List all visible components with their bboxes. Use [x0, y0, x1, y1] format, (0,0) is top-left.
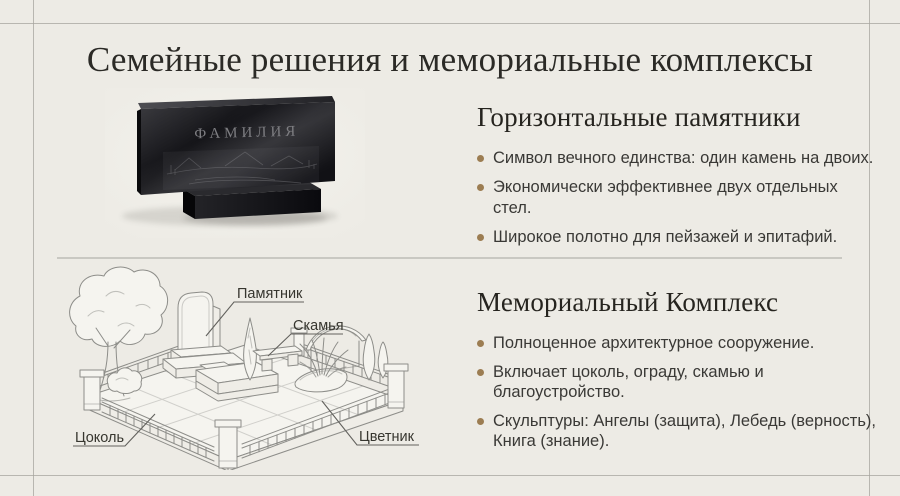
frame-line-top — [0, 23, 900, 24]
page-title: Семейные решения и мемориальные комплексы — [86, 40, 814, 79]
section-heading: Мемориальный Комплекс — [477, 287, 779, 317]
label-plinth: Цоколь — [75, 430, 125, 446]
cypress-tree-illustration — [244, 318, 257, 380]
label-flowerbed: Цветник — [359, 429, 414, 445]
bullet-item — [477, 333, 879, 353]
bullet-dot-icon — [477, 418, 484, 425]
section-divider — [57, 257, 842, 259]
bullet-text: Включает цоколь, ограду, скамью и благоустройство. — [493, 363, 764, 401]
corner-post-illustration — [384, 364, 408, 408]
bullet-dot-icon — [477, 369, 484, 376]
section-heading: Горизонтальные памятники — [477, 102, 801, 132]
corner-post-illustration — [80, 370, 104, 410]
bullet-dot-icon — [477, 234, 484, 241]
horizontal-monument-photo — [105, 88, 365, 238]
label-bench: Скамья — [293, 318, 344, 334]
bullet-dot-icon — [477, 184, 484, 191]
label-monument: Памятник — [237, 286, 303, 302]
bullet-item — [477, 177, 875, 219]
monument-slab — [137, 96, 335, 195]
bullet-item — [477, 227, 875, 248]
bullet-list — [477, 333, 879, 451]
engraving-family-name-text: ФАМИЛИЯ — [194, 123, 300, 143]
bullet-text: Скульптуры: Ангелы (защита), Лебедь (верность), Книга (знание). — [493, 412, 876, 450]
bullet-dot-icon — [477, 155, 484, 162]
bullet-list — [477, 148, 875, 248]
cypress-tree-illustration — [363, 334, 375, 380]
bush-illustration — [107, 368, 141, 394]
bullet-dot-icon — [477, 340, 484, 347]
landscape-engraving — [163, 146, 319, 190]
cypress-tree-illustration — [378, 342, 388, 378]
section-horizontal-monuments — [477, 101, 875, 256]
bullet-item — [477, 148, 875, 169]
section-memorial-complex — [477, 286, 879, 460]
bullet-text: Широкое полотно для пейзажей и эпитафий. — [493, 228, 838, 246]
frame-line-bottom — [0, 475, 900, 476]
bullet-item — [477, 411, 879, 451]
bullet-text: Символ вечного единства: один камень на двоих. — [493, 149, 874, 167]
memorial-complex-diagram — [50, 262, 460, 470]
corner-post-illustration — [215, 420, 241, 468]
bullet-text: Экономически эффективнее двух отдельных стел. — [493, 178, 838, 217]
bullet-text: Полноценное архитектурное сооружение. — [493, 334, 815, 352]
bullet-item — [477, 362, 879, 402]
